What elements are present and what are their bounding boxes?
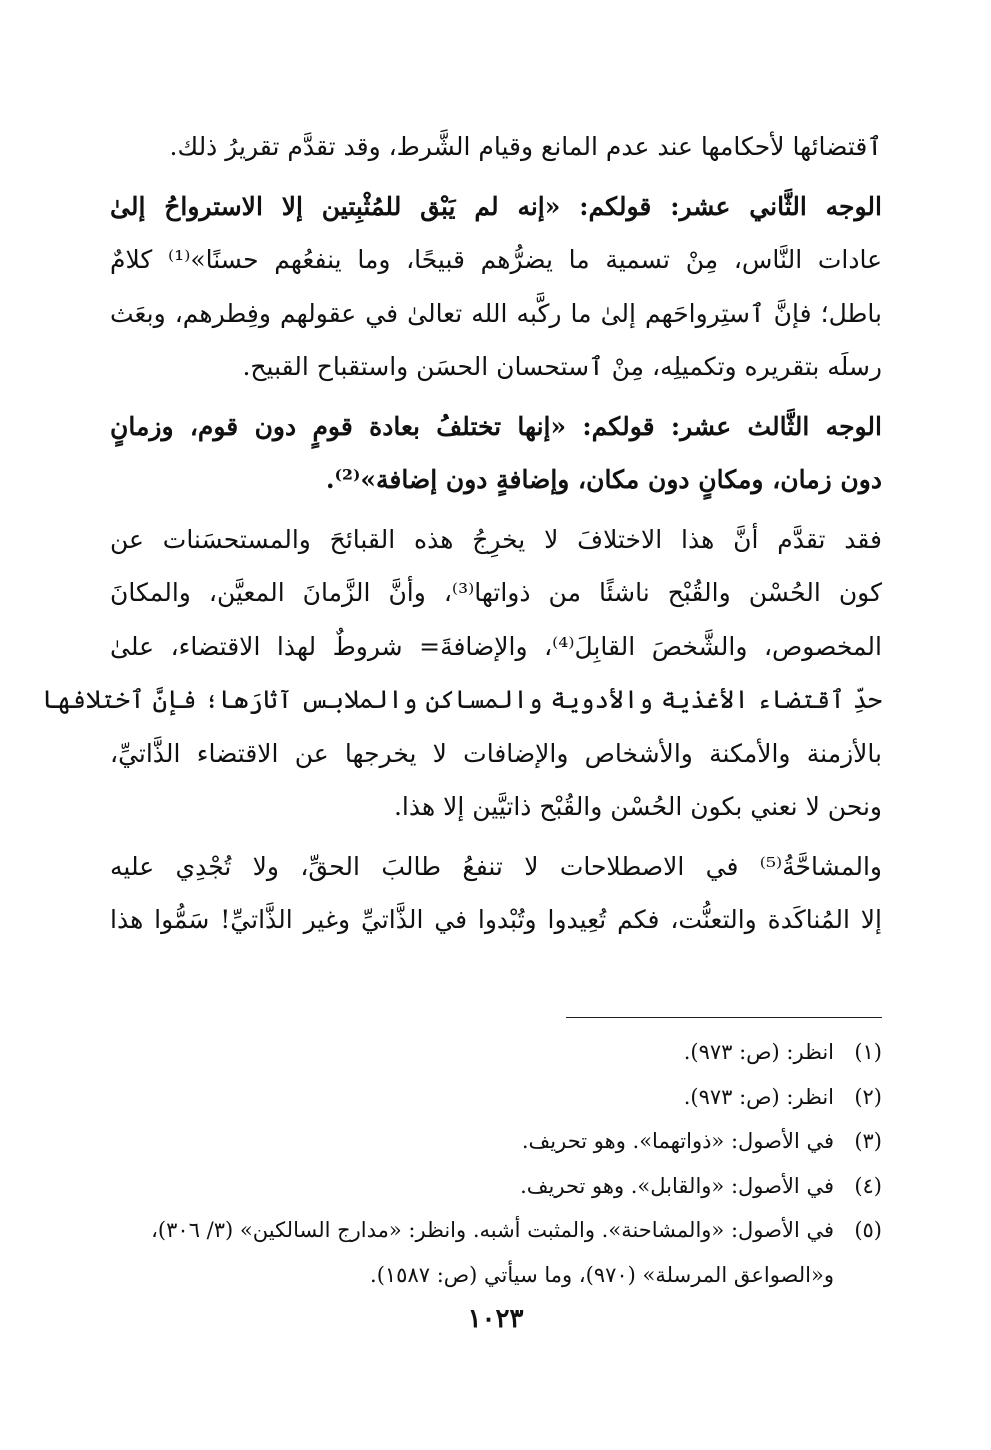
main-text	[42, 120, 882, 953]
page-number: ١٠٢٣	[467, 1304, 524, 1334]
text-line: فقد تقدَّم أنَّ هذا الاختلافَ لا يخرِجُ هذه القبائحَ والمستحسَنات عن	[110, 524, 882, 554]
text-line: دون زمان، ومكانٍ دون مكان، وإضافةٍ دون إضافة»⁽²⁾.	[325, 465, 882, 494]
paragraph-4	[42, 513, 882, 834]
footnote-text: في الأصول: «والقابل». وهو تحريف.	[520, 1173, 834, 1198]
footnote-item	[110, 1075, 882, 1120]
text-line: ٱقتضائها لأحكامها عند عدم المانع وقيام الشَّرط، وقد تقدَّم تقريرُ ذلك.	[169, 132, 882, 161]
footnote-item	[110, 1030, 882, 1075]
footnote-text: انظر: (ص: ٩٧٣).	[683, 1084, 834, 1109]
footnote-text: في الأصول: «والمشاحنة». والمثبت أشبه. وانظر: «مدارج السالكين» (٣/ ٣٠٦)،	[151, 1218, 834, 1242]
footnote-number: (٣)	[854, 1129, 882, 1153]
footnote-divider	[566, 1017, 882, 1018]
footnote-number: (٢)	[854, 1084, 882, 1109]
footnote-text: في الأصول: «ذواتهما». وهو تحريف.	[521, 1129, 834, 1153]
footnote-number: (١)	[854, 1040, 882, 1064]
text-line: المخصوص، والشَّخصَ القابِلَ⁽⁴⁾، والإضافةَ= شروطٌ لهذا الاقتضاء، علىٰ	[110, 631, 882, 661]
paragraph-5	[110, 840, 882, 947]
paragraph-3	[110, 400, 882, 507]
footnotes	[110, 1030, 882, 1297]
footnote-number: (٤)	[854, 1173, 882, 1198]
text-line: عادات النَّاس، مِنْ تسمية ما يضرُّهم قبيحًا، وما ينفعُهم حسنًا»⁽¹⁾ كلامٌ	[110, 245, 882, 274]
footnote-item	[110, 1164, 882, 1209]
text-line: والمشاحَّةُ⁽⁵⁾ في الاصطلاحات لا تنفعُ طالبَ الحقِّ، ولا تُجْدِي عليه	[110, 851, 882, 881]
paragraph-2	[110, 180, 882, 394]
text-line: باطل؛ فإنَّ ٱستِرواحَهم إلىٰ ما ركَّبه الله تعالىٰ في عقولهم وفِطرهم، وبعَث	[110, 298, 882, 328]
text-line: الوجه الثَّاني عشر: قولكم: «إنه لم يَبْق للمُثْبِتين إلا الاسترواحُ إلىٰ	[110, 191, 882, 221]
footnote-continuation: و«الصواعق المرسلة» (٩٧٠)، وما سيأتي (ص: ١٥٨٧).	[370, 1262, 834, 1287]
footnote-item	[110, 1208, 882, 1253]
text-line: ونحن لا نعني بكون الحُسْن والقُبْح ذاتيَّين إلا هذا.	[393, 792, 882, 821]
footnote-number: (٥)	[854, 1218, 882, 1242]
text-line: كون الحُسْن والقُبْح ناشئًا من ذواتها⁽³⁾، وأنَّ الزَّمانَ المعيَّن، والمكانَ	[110, 578, 882, 607]
text-line: إلا المُناكَدة والتعنُّت، فكم تُعِيدوا وتُبْدوا في الذَّاتيِّ وغير الذَّاتيِّ! سَمُّوا هذا	[110, 905, 882, 934]
text-line: رسلَه بتقريره وتكميلِه، مِنْ ٱستحسان الحسَن واستقباح القبيح.	[242, 352, 882, 381]
text-line: الوجه الثَّالث عشر: قولكم: «إنها تختلفُ بعادة قومٍ دون قوم، وزمانٍ	[110, 411, 882, 441]
footnote-item	[110, 1119, 882, 1164]
text-line: بالأزمنة والأمكنة والأشخاص والإضافات لا يخرجها عن الاقتضاء الذَّاتيِّ،	[110, 738, 882, 768]
text-line: حدِّ ٱقتضاء الأغذية والأدوية والمساكن والملابس آثارَها؛ فإنَّ ٱختلافها	[42, 685, 882, 714]
footnote-text: انظر: (ص: ٩٧٣).	[683, 1040, 834, 1064]
paragraph-1	[110, 120, 882, 174]
